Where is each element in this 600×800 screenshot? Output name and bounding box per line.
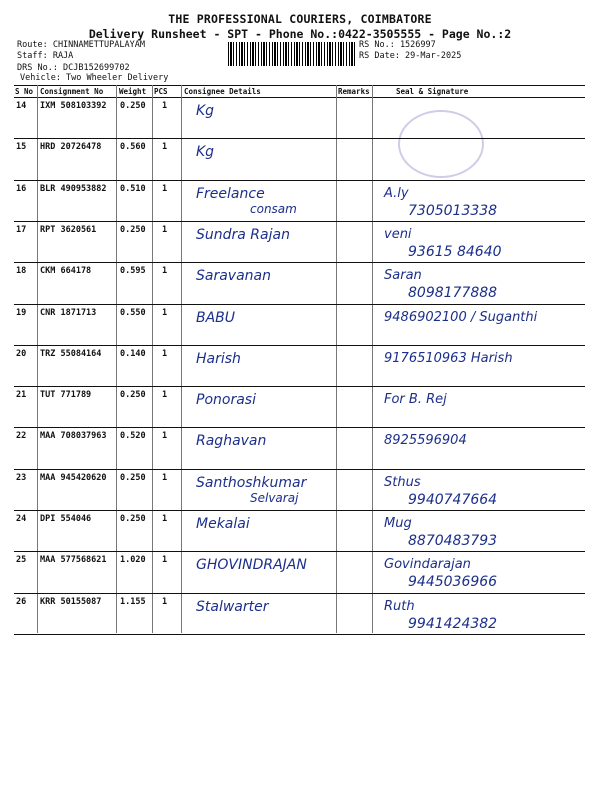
consignment-cell: RPT 3620561	[40, 224, 97, 235]
consignment-cell: BLR 490953882	[40, 183, 107, 194]
col-header-sno: S No	[15, 87, 34, 96]
rs-date: RS Date: 29-Mar-2025	[359, 51, 462, 61]
col-header-weight: Weight	[119, 87, 147, 96]
consignment-cell: KRR 50155087	[40, 596, 102, 607]
weight-cell: 0.520	[120, 431, 146, 442]
consignee-name: Kg	[196, 103, 215, 119]
weight-cell: 0.250	[120, 224, 146, 235]
pcs-cell: 1	[162, 514, 168, 524]
consignment-cell: DPI 554046	[40, 514, 92, 524]
pcs-cell: 1	[162, 183, 168, 194]
table-top-rule	[14, 85, 585, 86]
consignee-name: Mekalai	[196, 516, 250, 532]
consignee-name: Harish	[196, 350, 241, 367]
consignee-name: Santhoshkumar	[196, 474, 307, 491]
signature: veni	[384, 226, 412, 242]
sno-cell: 24	[16, 514, 27, 524]
sno-cell: 26	[16, 596, 27, 607]
weight-cell: 0.550	[120, 307, 146, 318]
sno-cell: 17	[16, 224, 27, 235]
sno-cell: 15	[16, 142, 27, 153]
staff-label: Staff: RAJA	[17, 51, 74, 61]
signature: A.ly	[384, 185, 409, 201]
row-divider	[14, 138, 585, 139]
vehicle-label: Vehicle: Two Wheeler Delivery	[20, 73, 169, 83]
sno-cell: 14	[16, 101, 27, 111]
signature: Saran	[384, 268, 422, 284]
consignment-cell: CNR 1871713	[40, 307, 97, 318]
consignee-name: Kg	[196, 144, 215, 161]
weight-cell: 1.155	[120, 596, 146, 607]
signature-phone: 7305013338	[408, 202, 498, 219]
weight-cell: 0.595	[120, 266, 146, 277]
consignee-name: GHOVINDRAJAN	[196, 557, 307, 574]
signature: For B. Rej	[384, 392, 447, 408]
row-divider	[14, 427, 585, 428]
rs-number: RS No.: 1526997	[359, 40, 436, 50]
pcs-cell: 1	[162, 390, 168, 401]
signature-phone: 9445036966	[408, 574, 498, 591]
consignment-cell: HRD 20726478	[40, 142, 102, 153]
weight-cell: 0.140	[120, 348, 146, 359]
row-divider	[14, 345, 585, 346]
signature: Govindarajan	[384, 557, 471, 573]
weight-cell: 0.250	[120, 390, 146, 401]
pcs-cell: 1	[162, 101, 168, 111]
table-header-rule	[14, 97, 585, 98]
consignment-cell: TRZ 55084164	[40, 348, 102, 359]
pcs-cell: 1	[162, 431, 168, 442]
signature-phone: 9941424382	[408, 615, 498, 632]
consignment-cell: MAA 945420620	[40, 472, 107, 483]
consignment-cell: IXM 508103392	[40, 101, 107, 111]
weight-cell: 0.250	[120, 514, 146, 524]
weight-cell: 0.250	[120, 472, 146, 483]
barcode	[228, 42, 356, 66]
company-title: THE PROFESSIONAL COURIERS, COIMBATORE	[168, 12, 432, 26]
consignee-name: BABU	[196, 309, 236, 326]
row-divider	[14, 634, 585, 635]
pcs-cell: 1	[162, 472, 168, 483]
weight-cell: 1.020	[120, 555, 146, 566]
row-divider	[14, 304, 585, 305]
signature: Mug	[384, 516, 412, 531]
weight-cell: 0.560	[120, 142, 146, 153]
signature-phone: 8098177888	[408, 285, 498, 302]
consignment-cell: TUT 771789	[40, 390, 92, 401]
consignee-name: Stalwarter	[196, 598, 269, 615]
signature-phone: 8870483793	[408, 533, 498, 549]
consignee-name: Sundra Rajan	[196, 226, 290, 243]
consignment-cell: CKM 664178	[40, 266, 92, 277]
consignment-cell: MAA 577568621	[40, 555, 107, 566]
runsheet-subtitle: Delivery Runsheet - SPT - Phone No.:0422-3505555 - Page No.:2	[88, 27, 512, 41]
seal-stamp	[398, 110, 484, 178]
row-divider	[14, 510, 585, 511]
signature-phone: 9940747664	[408, 491, 498, 508]
signature-phone: 93615 84640	[408, 243, 502, 260]
row-divider	[14, 469, 585, 470]
sno-cell: 21	[16, 390, 27, 401]
drs-number: DRS No.: DCJB152699702	[17, 63, 130, 73]
pcs-cell: 1	[162, 348, 168, 359]
col-header-remarks: Remarks	[338, 87, 370, 96]
pcs-cell: 1	[162, 224, 168, 235]
sno-cell: 16	[16, 183, 27, 194]
row-divider	[14, 262, 585, 263]
pcs-cell: 1	[162, 266, 168, 277]
consignee-name-line2: consam	[250, 201, 297, 216]
consignee-name: Saravanan	[196, 268, 271, 285]
row-divider	[14, 551, 585, 552]
pcs-cell: 1	[162, 596, 168, 607]
sno-cell: 25	[16, 555, 27, 566]
consignee-name: Ponorasi	[196, 392, 256, 409]
sno-cell: 19	[16, 307, 27, 318]
consignment-cell: MAA 708037963	[40, 431, 107, 442]
pcs-cell: 1	[162, 555, 168, 566]
col-header-seal: Seal & Signature	[396, 87, 469, 96]
row-divider	[14, 386, 585, 387]
weight-cell: 0.510	[120, 183, 146, 194]
route-label: Route: CHINNAMETTUPALAYAM	[17, 40, 145, 50]
signature: 8925596904	[384, 433, 467, 449]
row-divider	[14, 221, 585, 222]
col-header-consignee: Consignee Details	[184, 87, 261, 96]
sno-cell: 23	[16, 472, 27, 483]
signature: Ruth	[384, 598, 415, 614]
consignee-name: Freelance	[196, 185, 265, 202]
row-divider	[14, 180, 585, 181]
sno-cell: 20	[16, 348, 27, 359]
signature: 9486902100 / Suganthi	[384, 309, 538, 325]
weight-cell: 0.250	[120, 101, 146, 111]
col-header-consignment: Consignment No	[40, 87, 104, 96]
consignee-name: Raghavan	[196, 433, 267, 450]
sno-cell: 22	[16, 431, 27, 442]
signature: 9176510963 Harish	[384, 350, 513, 366]
signature: Sthus	[384, 474, 421, 490]
sno-cell: 18	[16, 266, 27, 277]
row-divider	[14, 593, 585, 594]
pcs-cell: 1	[162, 307, 168, 318]
consignee-name-line2: Selvaraj	[250, 490, 299, 505]
col-header-pcs: PCS	[154, 87, 168, 96]
pcs-cell: 1	[162, 142, 168, 153]
